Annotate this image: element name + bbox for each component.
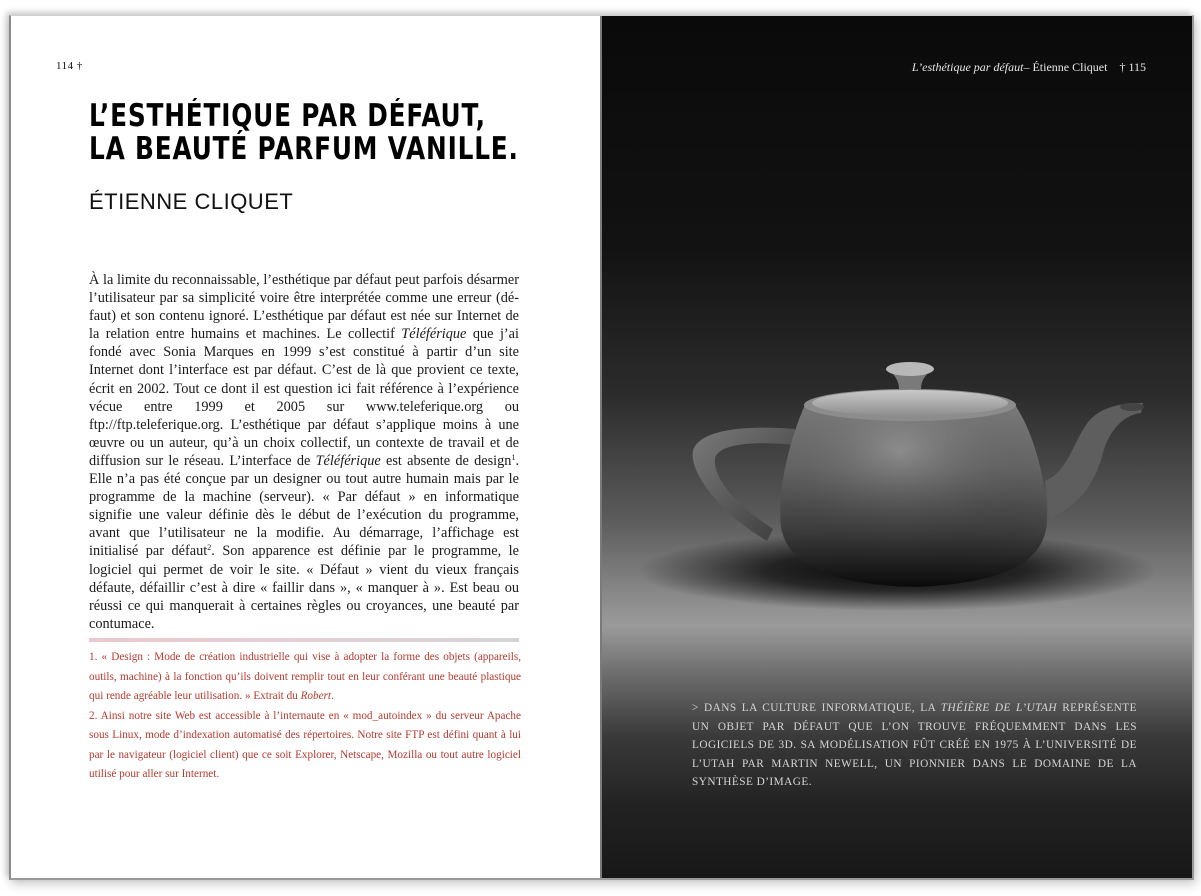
image-caption bbox=[692, 699, 1137, 792]
running-head bbox=[912, 60, 1146, 75]
body-text-2: que j’ai fondé avec Sonia Marques en 1999 s’est constitué à partir d’un site Internet dont l’interface est par défaut. C’est de là que provient ce texte, écrit en 2002. Tout ce dont il est question ici fait référence à l’expérience vécue entre 1999 et 2005 sur www.teleferique.org ou ftp://ftp.teleferique.org. L’esthétique par défaut s’applique moins à une œuvre ou un auteur, qu’à un choix collectif, un contexte de travail et de diffusion sur le réseau. L’interface de bbox=[89, 326, 519, 469]
body-text-5: . Son apparence est définie par le programme, le logiciel qui permet de voir le site. « Défaut » vient du vieux français défaute, défaillir c’est à dire « faillir dans », « manquer à ». Est beau ou réussi ce qui manquerait à certaines règles ou croyances, une beauté par contumace. bbox=[89, 543, 519, 632]
teapot-spout bbox=[1045, 403, 1143, 519]
article-title bbox=[89, 100, 519, 166]
body-text-1: À la limite du reconnaissable, l’esthétique par défaut peut parfois désarmer l’utilisateur par sa simplicité voire être interprétée comme une erreur (défaut) et son contenu ignoré. L’esthétique par défaut est née sur Internet de la relation entre humains et machines. Le collectif bbox=[89, 272, 519, 343]
footnote-ref-2[interactable]: 2 bbox=[207, 543, 212, 553]
footnote-ref-1[interactable]: 1 bbox=[511, 452, 516, 462]
running-head-title: L’esthétique par défaut bbox=[911, 60, 1024, 74]
footnote-1-source: Robert bbox=[300, 690, 332, 702]
body-paragraph bbox=[89, 271, 519, 633]
running-head-author: – Étienne Cliquet bbox=[1023, 60, 1108, 74]
caption-text-1: > DANS LA CULTURE INFORMATIQUE, LA bbox=[692, 702, 941, 714]
book-spread bbox=[9, 15, 1194, 880]
utah-teapot-image bbox=[677, 341, 1157, 611]
footnotes bbox=[89, 648, 521, 785]
right-page bbox=[602, 16, 1192, 878]
body-text-3: est absente de design bbox=[380, 452, 512, 469]
footnote-2: 2. Ainsi notre site Web est accessible à l’internaute en « mod_autoindex » du serveur Apache sous Linux, mode d’indexation automatisé des répertoires. Notre site FTP est défini quant à lui par le navigateur (logiciel client) que ce soit Explorer, Netscape, Mozilla ou tout autre logiciel utilisé pour aller sur Internet. bbox=[89, 709, 521, 780]
author-name: ÉTIENNE CLIQUET bbox=[89, 189, 294, 214]
caption-object-name: THÉIÈRE DE L’UTAH bbox=[940, 702, 1058, 714]
footnote-divider bbox=[89, 638, 519, 642]
page-number-left: 114 † bbox=[56, 60, 83, 72]
title-line-2: LA BEAUTÉ PARFUM VANILLE. bbox=[89, 131, 519, 167]
left-page bbox=[11, 16, 600, 878]
footnote-1 bbox=[89, 648, 521, 707]
caption-text-2: REPRÉSENTE UN OBJET PAR DÉFAUT QUE L’ON TROUVE FRÉQUEMMENT DANS LES LOGICIELS DE 3D. SA MODÉLISATION FÛT CRÉÉ EN 1975 À L’UNIVERSITÉ DE L’UTAH PAR MARTIN NEWELL, UN PIONNIER DANS LE DOMAINE DE LA SYNTHÈSE D’IMAGE. bbox=[692, 702, 1137, 789]
teapot-handle bbox=[693, 428, 795, 541]
collective-name: Téléférique bbox=[401, 326, 467, 343]
page-number-right: † 115 bbox=[1119, 60, 1146, 74]
footnote-1-end: . bbox=[331, 690, 334, 702]
body-text-4: . Elle n’a pas été conçue par un designer ou tout autre humain mais par le programme de la machine (serveur). « Par défaut » en informatique signifie une valeur définie dès le début de l’exécution du programme, avant que l’utilisateur ne la modifie. Au démarrage, l’affichage est initialisé par défaut bbox=[89, 452, 520, 560]
footnote-1-text: 1. « Design : Mode de création industrielle qui vise à adopter la forme des objets (appareils, outils, machine) à la fonction qu’ils doivent remplir tout en leur conférant une beauté plastique qui rende agréable leur utilisation. » Extrait du bbox=[89, 651, 521, 702]
collective-name: Téléférique bbox=[315, 452, 381, 469]
title-line-1: L’ESTHÉTIQUE PAR DÉFAUT, bbox=[89, 98, 486, 134]
